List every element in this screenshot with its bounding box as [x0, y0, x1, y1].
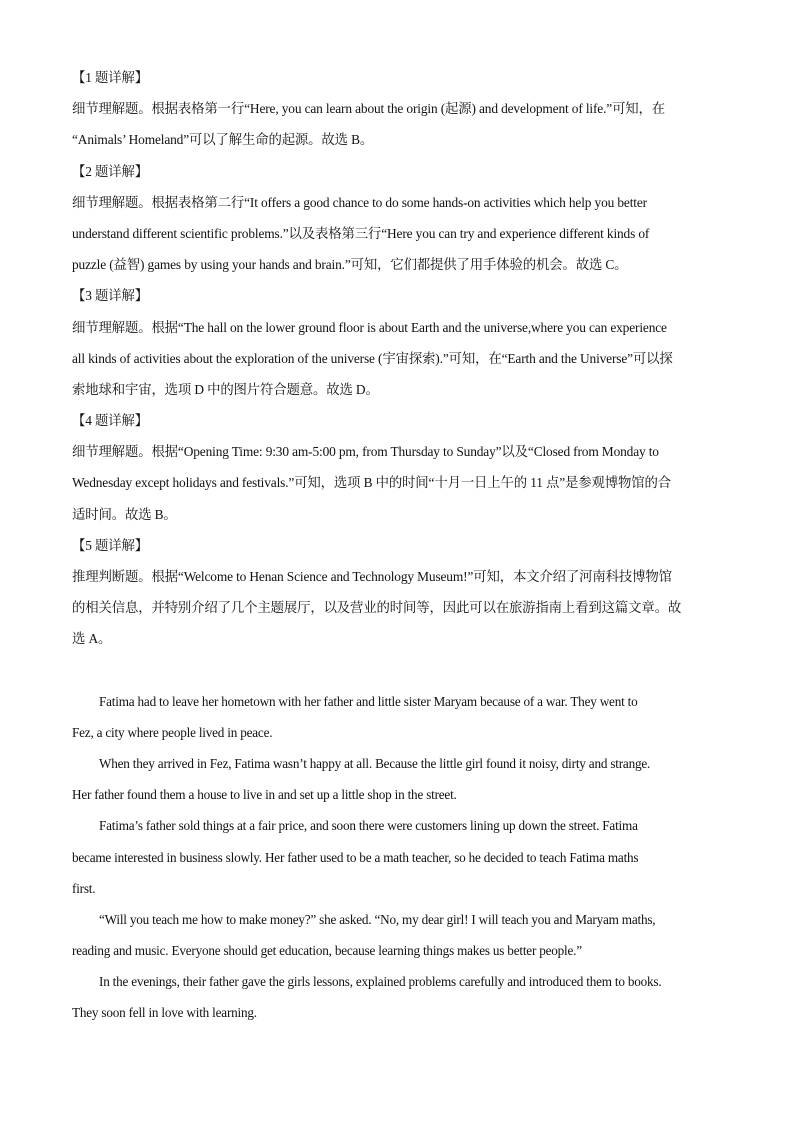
paragraph-5-line-2: They soon fell in love with learning.	[72, 1005, 257, 1021]
paragraph-4-line-2: reading and music. Everyone should get education, because learning things makes us better people.”	[72, 943, 582, 959]
paragraph-2-line-2: Her father found them a house to live in and set up a little shop in the street.	[72, 787, 457, 803]
document-page	[72, 62, 732, 1029]
question-3-line-1: 细节理解题。根据“The hall on the lower ground floor is about Earth and the universe,where you can experience	[72, 319, 667, 335]
question-5-line-2: 的相关信息，并特别介绍了几个主题展厅，以及营业的时间等，因此可以在旅游指南上看到这篇文章。故	[72, 600, 682, 616]
question-4-line-2: Wednesday except holidays and festivals.”可知，选项 B 中的时间“十月一日上午的 11 点”是参观博物馆的合	[72, 475, 671, 491]
passage-paragraph-1	[72, 686, 732, 748]
question-5-line-1: 推理判断题。根据“Welcome to Henan Science and Technology Museum!”可知，本文介绍了河南科技博物馆	[72, 569, 672, 584]
question-1-line-1: 细节理解题。根据表格第一行“Here, you can learn about the origin (起源) and development of life.”可知，在	[72, 101, 666, 117]
question-1-line-2: “Animals’ Homeland”可以了解生命的起源。故选 B。	[72, 132, 374, 148]
paragraph-3-line-3: first.	[72, 880, 96, 896]
question-1-block	[72, 62, 732, 156]
passage-paragraph-3	[72, 810, 732, 904]
question-5-block	[72, 530, 732, 655]
question-2-heading: 【2 题详解】	[72, 163, 148, 179]
paragraph-1-line-1: Fatima had to leave her hometown with her father and little sister Maryam because of a war. They went to	[99, 693, 638, 709]
question-2-block	[72, 156, 732, 281]
passage-paragraph-5	[72, 966, 732, 1028]
question-4-line-3: 适时间。故选 B。	[72, 506, 177, 522]
paragraph-5-line-1: In the evenings, their father gave the girls lessons, explained problems carefully and introduced them to books.	[99, 974, 662, 990]
question-3-line-3: 索地球和宇宙，选项 D 中的图片符合题意。故选 D。	[72, 381, 379, 397]
paragraph-2-line-1: When they arrived in Fez, Fatima wasn’t happy at all. Because the little girl found it noisy, dirty and strange.	[99, 755, 651, 771]
question-3-heading: 【3 题详解】	[72, 288, 148, 304]
passage-paragraph-4	[72, 904, 732, 966]
question-2-line-2: understand different scientific problems.”以及表格第三行“Here you can try and experience different kinds of	[72, 225, 650, 241]
question-4-heading: 【4 题详解】	[72, 413, 148, 429]
passage-paragraph-2	[72, 748, 732, 810]
paragraph-3-line-1: Fatima’s father sold things at a fair price, and soon there were customers lining up down the street. Fatima	[99, 818, 638, 834]
question-2-line-1: 细节理解题。根据表格第二行“It offers a good chance to do some hands-on activities which help you better	[72, 194, 647, 210]
answer-analysis-section	[72, 62, 732, 655]
question-4-block	[72, 405, 732, 530]
question-4-line-1: 细节理解题。根据“Opening Time: 9:30 am-5:00 pm, from Thursday to Sunday”以及“Closed from Monday to	[72, 444, 659, 460]
question-3-line-2: all kinds of activities about the exploration of the universe (宇宙探索).”可知，在“Earth and the Universe”可以探	[72, 350, 673, 366]
question-5-line-3: 选 A。	[72, 631, 112, 647]
paragraph-3-line-2: became interested in business slowly. Her father used to be a math teacher, so he decided to teach Fatima maths	[72, 849, 639, 865]
paragraph-1-line-2: Fez, a city where people lived in peace.	[72, 724, 273, 740]
reading-passage	[72, 686, 732, 1029]
paragraph-4-line-1: “Will you teach me how to make money?” she asked. “No, my dear girl! I will teach you and Maryam maths,	[99, 911, 656, 927]
question-3-block	[72, 280, 732, 405]
question-5-heading: 【5 题详解】	[72, 537, 148, 553]
section-spacer	[72, 655, 732, 686]
question-2-line-3: puzzle (益智) games by using your hands and brain.”可知，它们都提供了用手体验的机会。故选 C。	[72, 257, 628, 273]
question-1-heading: 【1 题详解】	[72, 70, 148, 85]
